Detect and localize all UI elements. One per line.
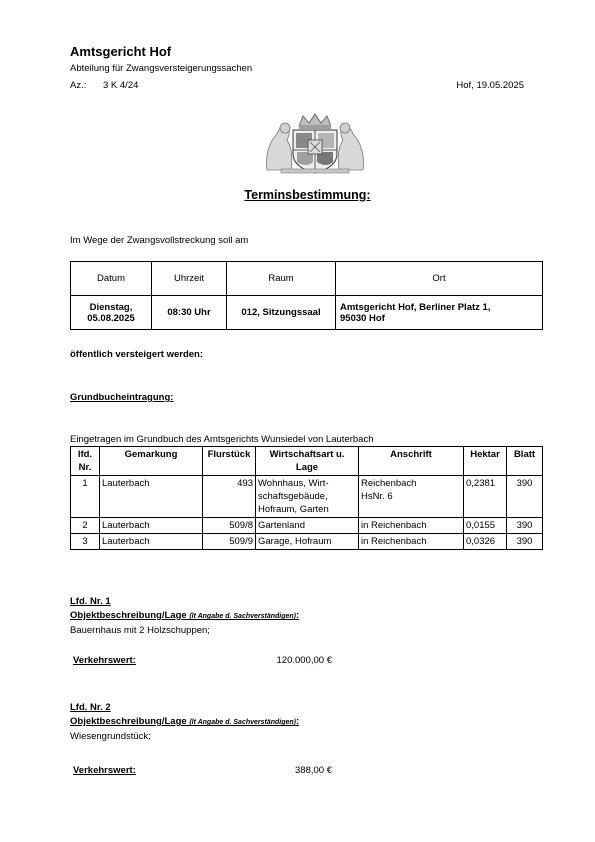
wirtschaftsart-line1: Wohnhaus, Wirt-: [258, 478, 329, 489]
table-header-row: [71, 262, 543, 296]
table-row: [71, 534, 543, 550]
header-lfd-line2: Nr.: [78, 462, 92, 473]
ort-line1: Amtsgericht Hof, Berliner Platz 1,: [340, 301, 491, 313]
cell-blatt: 390: [507, 476, 543, 518]
anschrift-line2: HsNr. 6: [361, 491, 393, 502]
cell-blatt: 390: [507, 518, 543, 534]
header-raum: Raum: [227, 262, 336, 296]
cell-gemarkung: Lauterbach: [100, 534, 203, 550]
case-number: 3 K 4/24: [103, 80, 139, 91]
market-value: 388,00 €: [295, 765, 332, 776]
cell-flurstueck: 493: [203, 476, 256, 518]
cell-wirtschaftsart: Gartenland: [256, 518, 359, 534]
land-register-table: [70, 446, 543, 550]
datum-line2: 05.08.2025: [87, 312, 135, 324]
header-wirtschaftsart-line1: Wirtschaftsart u.: [269, 449, 345, 460]
object-number: Lfd. Nr. 2: [70, 702, 111, 713]
object-description-label: Objektbeschreibung/Lage: [70, 610, 187, 621]
object-description-colon: :: [296, 610, 300, 621]
cell-ort: [336, 296, 543, 330]
department-name: Abteilung für Zwangsversteigerungssachen: [70, 63, 253, 74]
cell-hektar: 0,0155: [464, 518, 507, 534]
header-ort: Ort: [336, 262, 543, 296]
cell-anschrift: in Reichenbach: [359, 534, 464, 550]
object-description-colon: :: [296, 716, 300, 727]
cell-flurstueck: 509/8: [203, 518, 256, 534]
header-uhrzeit: Uhrzeit: [152, 262, 227, 296]
table-row: [71, 518, 543, 534]
cell-flurstueck: 509/9: [203, 534, 256, 550]
header-gemarkung: Gemarkung: [100, 447, 203, 476]
cell-wirtschaftsart: [256, 476, 359, 518]
object-description: Wiesengrundstück;: [70, 731, 151, 742]
market-value-label: Verkehrswert:: [73, 655, 136, 666]
cell-hektar: 0,0326: [464, 534, 507, 550]
cell-gemarkung: Lauterbach: [100, 476, 203, 518]
object-description-heading: [70, 610, 299, 621]
wirtschaftsart-line3: Hofraum, Garten: [258, 504, 329, 515]
datum-line1: Dienstag,: [89, 301, 133, 313]
market-value: 120.000,00 €: [276, 655, 332, 666]
cell-blatt: 390: [507, 534, 543, 550]
wirtschaftsart-line2: schaftsgebäude,: [258, 491, 328, 502]
header-wirtschaftsart-line2: Lage: [295, 462, 319, 473]
auction-statement: öffentlich versteigert werden:: [70, 349, 204, 360]
cell-anschrift: in Reichenbach: [359, 518, 464, 534]
cell-wirtschaftsart: Garage, Hofraum: [256, 534, 359, 550]
intro-text: Im Wege der Zwangsvollstreckung soll am: [70, 235, 249, 246]
cell-hektar: 0,2381: [464, 476, 507, 518]
object-description-heading: [70, 716, 299, 727]
cell-lfd: 1: [71, 476, 100, 518]
ort-line2: 95030 Hof: [340, 312, 385, 324]
appointment-table: [70, 261, 543, 330]
header-flurstueck: Flurstück: [203, 447, 256, 476]
header-datum: Datum: [71, 262, 152, 296]
header-wirtschaftsart: [256, 447, 359, 476]
table-row: [71, 476, 543, 518]
cell-anschrift: [359, 476, 464, 518]
grundbuch-intro: Eingetragen im Grundbuch des Amtsgerichts Wunsiedel von Lauterbach: [70, 434, 374, 445]
object-number: Lfd. Nr. 1: [70, 596, 111, 607]
case-number-label: Az.:: [70, 80, 87, 91]
cell-lfd: 3: [71, 534, 100, 550]
object-description: Bauernhaus mit 2 Holzschuppen;: [70, 625, 210, 636]
cell-gemarkung: Lauterbach: [100, 518, 203, 534]
cell-datum: [71, 296, 152, 330]
bavarian-coat-of-arms-icon: [261, 112, 369, 174]
cell-raum: 012, Sitzungssaal: [227, 296, 336, 330]
place-date: Hof, 19.05.2025: [456, 80, 524, 91]
header-hektar: Hektar: [464, 447, 507, 476]
header-lfd: [71, 447, 100, 476]
court-name: Amtsgericht Hof: [70, 44, 172, 59]
grundbuch-heading: Grundbucheintragung:: [70, 392, 174, 403]
anschrift-line1: Reichenbach: [361, 478, 417, 489]
header-blatt: Blatt: [507, 447, 543, 476]
object-description-label: Objektbeschreibung/Lage: [70, 716, 187, 727]
market-value-label: Verkehrswert:: [73, 765, 136, 776]
header-anschrift: Anschrift: [359, 447, 464, 476]
table-row: [71, 296, 543, 330]
document-title: Terminsbestimmung:: [244, 188, 371, 202]
cell-uhrzeit: 08:30 Uhr: [152, 296, 227, 330]
header-lfd-line1: lfd.: [77, 449, 93, 460]
cell-lfd: 2: [71, 518, 100, 534]
object-description-note: (lt Angabe d. Sachverständigen): [189, 613, 297, 620]
object-description-note: (lt Angabe d. Sachverständigen): [189, 719, 297, 726]
table-header-row: [71, 447, 543, 476]
